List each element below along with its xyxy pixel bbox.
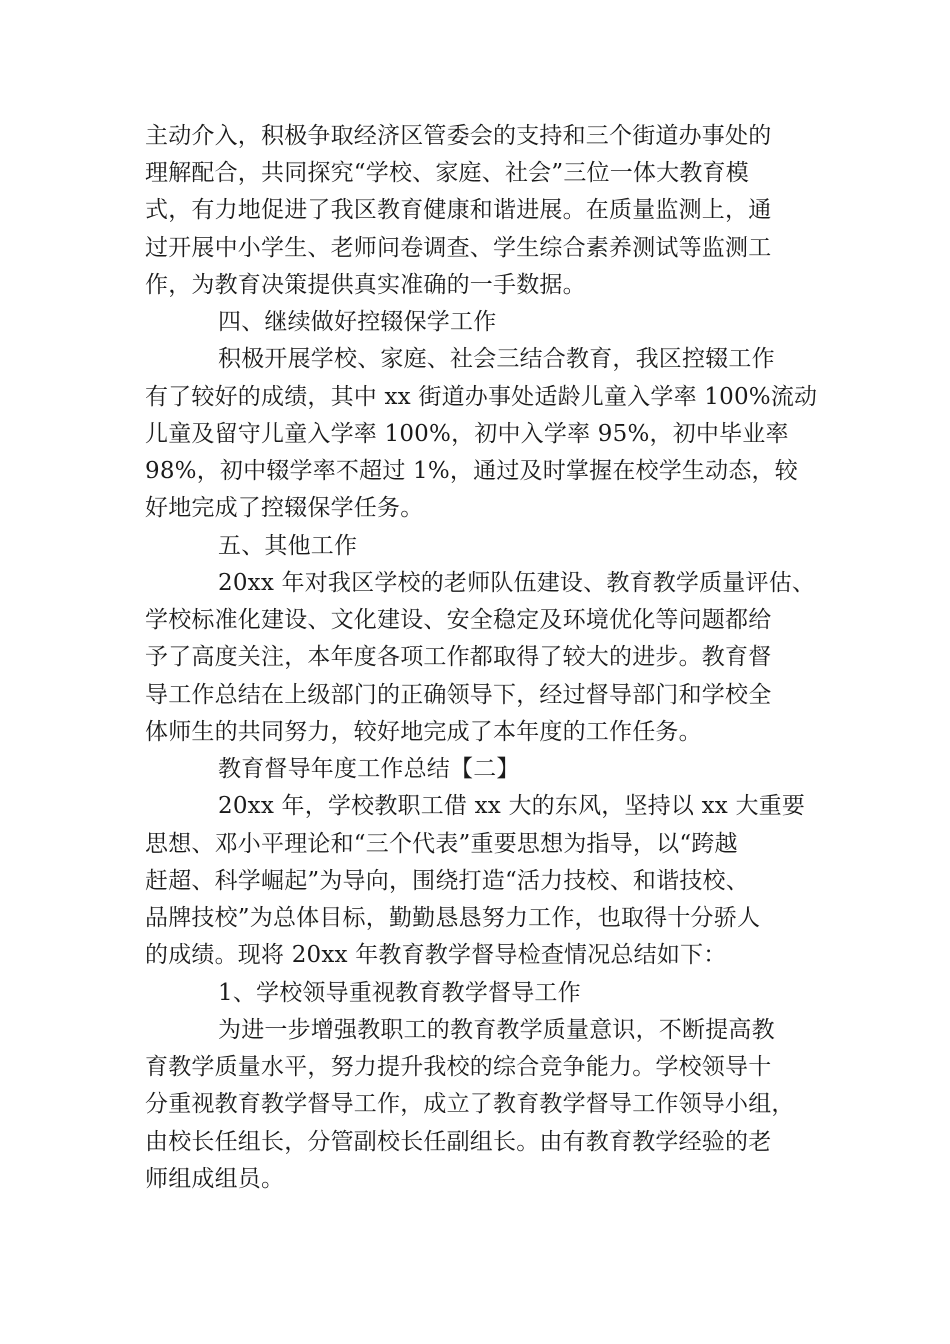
body-line: 理解配合，共同探究“学校、家庭、社会”三位一体大教育模 xyxy=(145,160,749,186)
body-line: 20xx 年，学校教职工借 xx 大的东风，坚持以 xx 大重要 xyxy=(218,793,806,819)
body-line: 育教学质量水平，努力提升我校的综合竞争能力。学校领导十 xyxy=(145,1054,772,1080)
body-line: 导工作总结在上级部门的正确领导下，经过督导部门和学校全 xyxy=(145,682,772,708)
body-line: 20xx 年对我区学校的老师队伍建设、教育教学质量评估、 xyxy=(218,570,816,596)
section-heading: 四、继续做好控辍保学工作 xyxy=(218,309,497,335)
body-line: 赶超、科学崛起”为导向，围绕打造“活力技校、和谐技校、 xyxy=(145,868,749,894)
body-line: 主动介入，积极争取经济区管委会的支持和三个街道办事处的 xyxy=(145,123,772,149)
body-line: 学校标准化建设、文化建设、安全稳定及环境优化等问题都给 xyxy=(145,607,772,633)
body-line: 作，为教育决策提供真实准确的一手数据。 xyxy=(145,272,586,298)
body-line: 好地完成了控辍保学任务。 xyxy=(145,495,424,521)
body-line: 为进一步增强教职工的教育教学质量意识，不断提高教 xyxy=(218,1017,775,1043)
body-line: 儿童及留守儿童入学率 100%，初中入学率 95%，初中毕业率 xyxy=(145,421,789,447)
article-subtitle: 教育督导年度工作总结【二】 xyxy=(218,756,520,782)
body-line: 的成绩。现将 20xx 年教育教学督导检查情况总结如下： xyxy=(145,942,727,968)
body-line: 分重视教育教学督导工作，成立了教育教学督导工作领导小组， xyxy=(145,1091,795,1117)
body-line: 积极开展学校、家庭、社会三结合教育，我区控辍工作 xyxy=(218,346,775,372)
body-line: 过开展中小学生、老师问卷调查、学生综合素养测试等监测工 xyxy=(145,235,772,261)
body-line: 由校长任组长，分管副校长任副组长。由有教育教学经验的老 xyxy=(145,1129,772,1155)
body-line: 有了较好的成绩，其中 xx 街道办事处适龄儿童入学率 100%流动 xyxy=(145,384,818,410)
body-line: 98%，初中辍学率不超过 1%，通过及时掌握在校学生动态，较 xyxy=(145,458,798,484)
body-line: 式，有力地促进了我区教育健康和谐进展。在质量监测上，通 xyxy=(145,197,772,223)
body-line: 体师生的共同努力，较好地完成了本年度的工作任务。 xyxy=(145,719,702,745)
section-heading: 五、其他工作 xyxy=(218,533,358,559)
section-heading: 1、学校领导重视教育教学督导工作 xyxy=(218,980,581,1006)
body-line: 师组成组员。 xyxy=(145,1166,285,1192)
body-line: 品牌技校”为总体目标，勤勤恳恳努力工作，也取得十分骄人 xyxy=(145,905,761,931)
body-line: 予了高度关注，本年度各项工作都取得了较大的进步。教育督 xyxy=(145,644,772,670)
body-line: 思想、邓小平理论和“三个代表”重要思想为指导，以“跨越 xyxy=(145,831,738,857)
